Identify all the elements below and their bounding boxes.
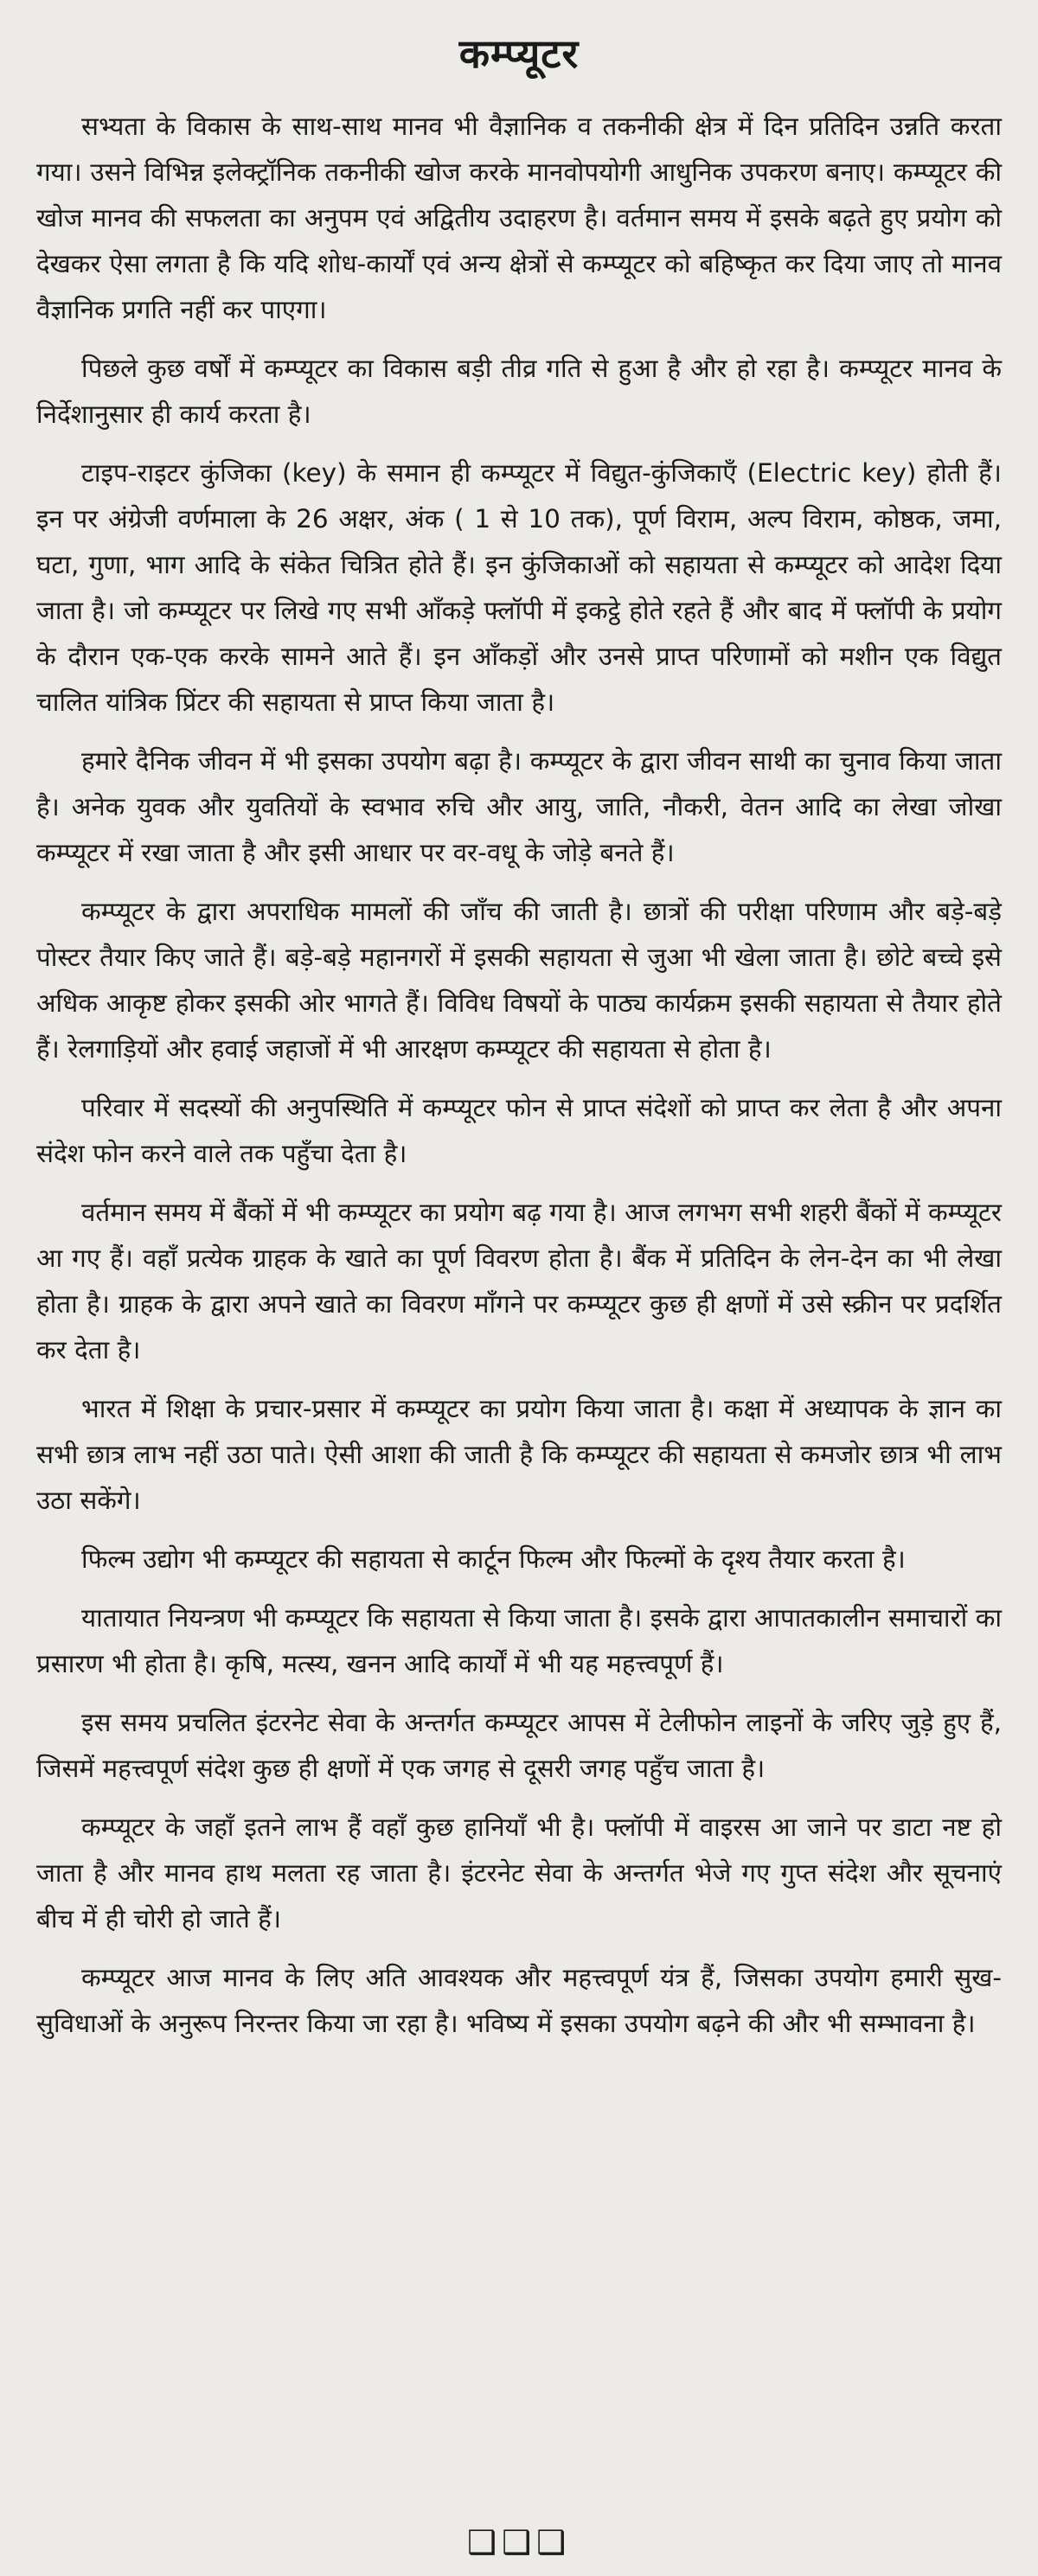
paragraph-2: पिछले कुछ वर्षों में कम्प्यूटर का विकास बड़ी तीव्र गति से हुआ है और हो रहा है। कम्प्यूटर मानव के निर्देशानुसार ही कार्य करता है। (36, 354, 1002, 429)
paragraph-1: सभ्यता के विकास के साथ-साथ मानव भी वैज्ञानिक व तकनीकी क्षेत्र में दिन प्रतिदिन उन्नति करता गया। उसने विभिन्न इलेक्ट्रॉनिक तकनीकी खोज करके मानवोपयोगी आधुनिक उपकरण बनाए। कम्प्यूटर की खोज मानव की सफलता का अनुपम एवं अद्वितीय उदाहरण है। वर्तमान समय में इसके बढ़ते हुए प्रयोग को देखकर ऐसा लगता है कि यदि शोध-कार्यों एवं अन्य क्षेत्रों से कम्प्यूटर को बहिष्कृत कर दिया जाए तो मानव वैज्ञानिक प्रगति नहीं कर पाएगा। (36, 112, 1002, 324)
paragraph-12: कम्प्यूटर के जहाँ इतने लाभ हैं वहाँ कुछ हानियाँ भी है। फ्लॉपी में वाइरस आ जाने पर डाटा नष्ट हो जाता है और मानव हाथ मलता रह जाता है। इंटरनेट सेवा के अन्तर्गत भेजे गए गुप्त संदेश और सूचनाएं बीच में ही चोरी हो जाते हैं। (36, 1812, 1002, 1934)
page-title: कम्प्यूटर (458, 30, 580, 77)
paragraph-11: इस समय प्रचलित इंटरनेट सेवा के अन्तर्गत कम्प्यूटर आपस में टेलीफोन लाइनों के जरिए जुड़े हुए हैं, जिसमें महत्त्वपूर्ण संदेश कुछ ही क्षणों में एक जगह से दूसरी जगह पहुँच जाता है। (36, 1708, 1002, 1783)
paragraph-7: वर्तमान समय में बैंकों में भी कम्प्यूटर का प्रयोग बढ़ गया है। आज लगभग सभी शहरी बैंकों में कम्प्यूटर आ गए हैं। वहाँ प्रत्येक ग्राहक के खाते का पूर्ण विवरण होता है। बैंक में प्रतिदिन के लेन-देन का भी लेखा होता है। ग्राहक के द्वारा अपने खाते का विवरण माँगने पर कम्प्यूटर कुछ ही क्षणों में उसे स्क्रीन पर प्रदर्शित कर देता है। (36, 1198, 1002, 1365)
paragraph-9: फिल्म उद्योग भी कम्प्यूटर की सहायता से कार्टून फिल्म और फिल्मों के दृश्य तैयार करता है। (81, 1544, 906, 1574)
paragraph-3: टाइप-राइटर कुंजिका (key) के समान ही कम्प्यूटर में विद्युत-कुंजिकाएँ (Electric key) होती हैं। इन पर अंग्रेजी वर्णमाला के 26 अक्षर, अंक ( 1 से 10 तक), पूर्ण विराम, अल्प विराम, कोष्ठक, जमा, घटा, गुणा, भाग आदि के संकेत चित्रित होते हैं। इन कुंजिकाओं को सहायता से कम्प्यूटर को आदेश दिया जाता है। जो कम्प्यूटर पर लिखे गए सभी आँकड़े फ्लॉपी में इकट्ठे होते रहते हैं और बाद में फ्लॉपी के प्रयोग के दौरान एक-एक करके सामने आते हैं। इन आँकड़ों और उनसे प्राप्त परिणामों को मशीन एक विद्युत चालित यांत्रिक प्रिंटर की सहायता से प्राप्त किया जाता है। (36, 458, 1002, 717)
paragraph-4: हमारे दैनिक जीवन में भी इसका उपयोग बढ़ा है। कम्प्यूटर के द्वारा जीवन साथी का चुनाव किया जाता है। अनेक युवक और युवतियों के स्वभाव रुचि और आयु, जाति, नौकरी, वेतन आदि का लेखा जोखा कम्प्यूटर में रखा जाता है और इसी आधार पर वर-वधू के जोड़े बनते हैं। (36, 746, 1002, 867)
paragraph-5: कम्प्यूटर के द्वारा अपराधिक मामलों की जाँच की जाती है। छात्रों की परीक्षा परिणाम और बड़े-बड़े पोस्टर तैयार किए जाते हैं। बड़े-बड़े महानगरों में इसकी सहायता से जुआ भी खेला जाता है। छोटे बच्चे इसे अधिक आकृष्ट होकर इसकी ओर भागते हैं। विविध विषयों के पाठ्य कार्यक्रम इसकी सहायता से तैयार होते हैं। रेलगाड़ियों और हवाई जहाजों में भी आरक्षण कम्प्यूटर की सहायता से होता है। (36, 897, 1002, 1064)
paragraph-6: परिवार में सदस्यों की अनुपस्थिति में कम्प्यूटर फोन से प्राप्त संदेशों को प्राप्त कर लेता है और अपना संदेश फोन करने वाले तक पहुँचा देता है। (36, 1093, 1002, 1168)
paragraph-10: यातायात नियन्त्रण भी कम्प्यूटर कि सहायता से किया जाता है। इसके द्वारा आपातकालीन समाचारों का प्रसारण भी होता है। कृषि, मत्स्य, खनन आदि कार्यों में भी यह महत्त्वपूर्ण हैं। (36, 1603, 1002, 1678)
end-ornament: ❑❑❑ (466, 2523, 572, 2561)
paragraph-8: भारत में शिक्षा के प्रचार-प्रसार में कम्प्यूटर का प्रयोग किया जाता है। कक्षा में अध्यापक के ज्ञान का सभी छात्र लाभ नहीं उठा पाते। ऐसी आशा की जाती है कि कम्प्यूटर की सहायता से कमजोर छात्र भी लाभ उठा सकेंगे। (36, 1394, 1003, 1515)
paragraph-13: कम्प्यूटर आज मानव के लिए अति आवश्यक और महत्त्वपूर्ण यंत्र हैं, जिसका उपयोग हमारी सुख-सुविधाओं के अनुरूप निरन्तर किया जा रहा है। भविष्य में इसका उपयोग बढ़ने की और भी सम्भावना है। (36, 1963, 1002, 2038)
